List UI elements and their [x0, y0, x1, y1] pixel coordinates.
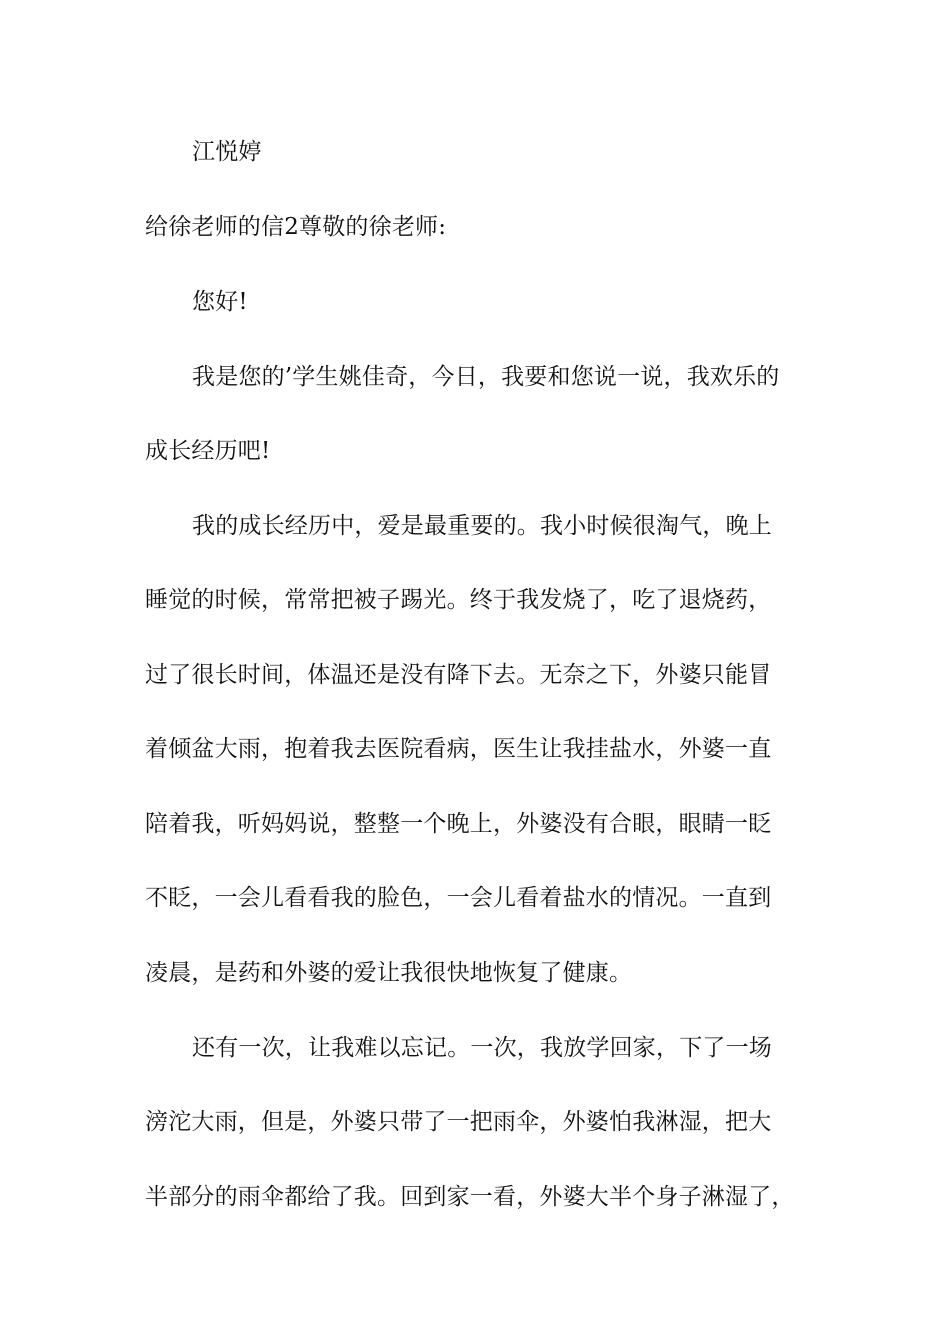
paragraph-line: 成长经历吧!	[145, 438, 271, 464]
paragraph-line: 我是您的’学生姚佳奇，今日，我要和您说一说，我欢乐的	[192, 364, 780, 390]
paragraph-line: 半部分的雨伞都给了我。回到家一看，外婆大半个身子淋湿了，	[145, 1184, 795, 1210]
paragraph-line: 还有一次，让我难以忘记。一次，我放学回家，下了一场	[192, 1035, 772, 1061]
greeting-line: 您好!	[192, 289, 248, 315]
paragraph-line: 睡觉的时候，常常把被子踢光。终于我发烧了，吃了退烧药，	[145, 587, 772, 613]
paragraph-line: 凌晨，是药和外婆的爱让我很快地恢复了健康。	[145, 960, 633, 986]
paragraph-line: 不眨，一会儿看看我的脸色，一会儿看着盐水的情况。一直到	[145, 885, 772, 911]
paragraph-line: 着倾盆大雨，抱着我去医院看病，医生让我挂盐水，外婆一直	[145, 736, 772, 762]
paragraph-line: 我的成长经历中，爱是最重要的。我小时候很淘气，晚上	[192, 513, 772, 539]
paragraph-line: 滂沱大雨，但是，外婆只带了一把雨伞，外婆怕我淋湿，把大	[145, 1109, 772, 1135]
letter-title-line: 给徐老师的信2尊敬的徐老师:	[145, 214, 447, 240]
paragraph-line: 陪着我，听妈妈说，整整一个晚上，外婆没有合眼，眼睛一眨	[145, 811, 772, 837]
paragraph-line: 过了很长时间，体温还是没有降下去。无奈之下，外婆只能冒	[145, 662, 772, 688]
author-name: 江悦婷	[192, 139, 262, 165]
